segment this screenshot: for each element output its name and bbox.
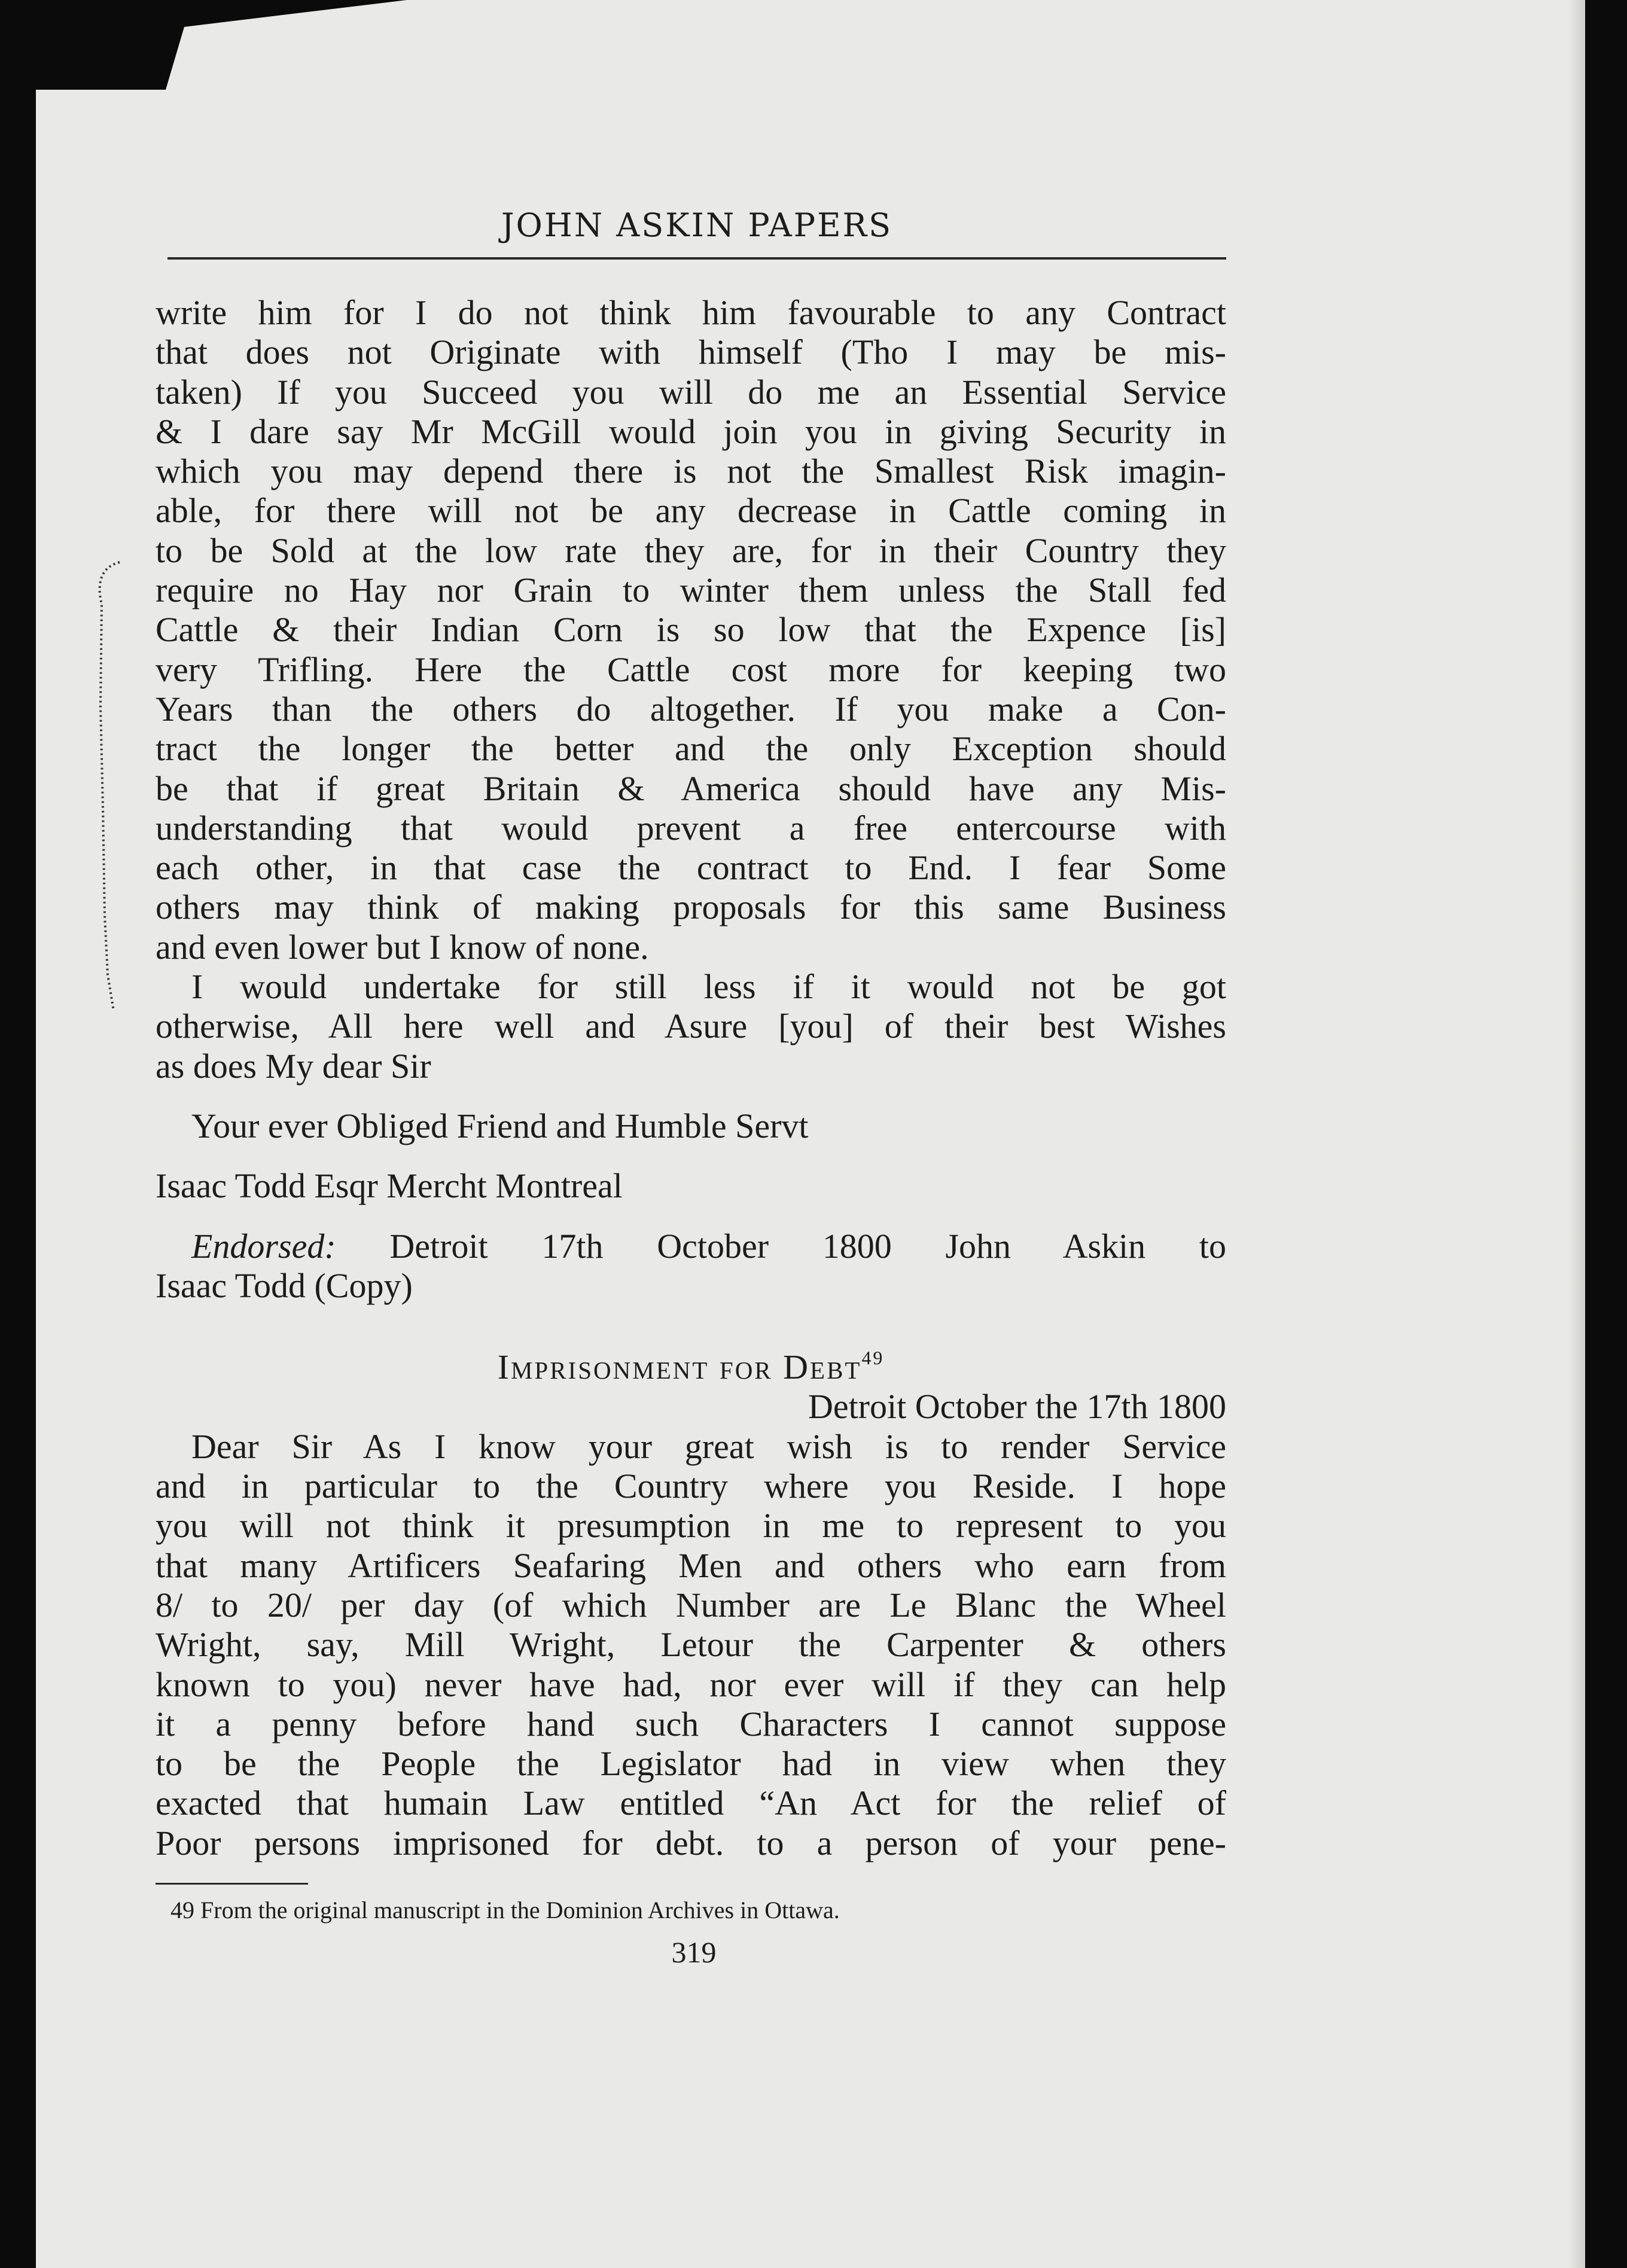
text-line: it a penny before hand such Characters I cannot suppose	[156, 1704, 1226, 1743]
text-line: to be Sold at the low rate they are, for in their Country they	[156, 531, 1226, 570]
section-title	[156, 1348, 1226, 1387]
book-page	[36, 0, 1585, 2268]
letter-1-paragraph-2	[156, 967, 1226, 1086]
text-line: Cattle & their Indian Corn is so low that the Expence [is]	[156, 610, 1226, 650]
text-line: understanding that would prevent a free entercourse with	[156, 808, 1226, 848]
text-line: Years than the others do altogether. If you make a Con-	[156, 689, 1226, 728]
footnote-ref: 49	[861, 1348, 885, 1369]
text-line: Wright, say, Mill Wright, Letour the Carpenter & others	[156, 1625, 1226, 1665]
text-line: to be the People the Legislator had in view when they	[156, 1744, 1226, 1784]
footnote-rule	[156, 1883, 308, 1885]
text-line: that does not Originate with himself (Tho I may be mis-	[156, 333, 1226, 372]
torn-corner	[36, 0, 407, 90]
text-line: that many Artificers Seafaring Men and others who earn from	[156, 1545, 1226, 1585]
text-line: I would undertake for still less if it would not be got	[191, 967, 1226, 1007]
endorsed-label: Endorsed:	[191, 1226, 336, 1266]
margin-bracket-mark	[84, 556, 138, 1023]
text-line: 8/ to 20/ per day (of which Number are Le Blanc the Wheel	[156, 1585, 1226, 1624]
text-line: which you may depend there is not the Smallest Risk imagin-	[156, 452, 1226, 491]
text-line: and in particular to the Country where you Reside. I hope	[156, 1467, 1226, 1506]
letter-2-paragraph-1	[156, 1427, 1226, 1863]
header-rule	[167, 257, 1226, 260]
text-line: & I dare say Mr McGill would join you in giving Security in	[156, 411, 1226, 451]
running-header: JOHN ASKIN PAPERS	[501, 206, 893, 244]
text-line: be that if great Britain & America should have any Mis-	[156, 769, 1226, 808]
text-line: Dear Sir As I know your great wish is to render Service	[191, 1426, 1226, 1466]
letter-1-address: Isaac Todd Esqr Mercht Montreal	[156, 1166, 623, 1206]
text-line: taken) If you Succeed you will do me an Essential Service	[156, 372, 1226, 411]
text-line: and even lower but I know of none.	[156, 927, 649, 967]
page-edge	[1567, 0, 1585, 2268]
letter-2-dateline: Detroit October the 17th 1800	[808, 1387, 1226, 1426]
letter-1-endorsement	[156, 1227, 1226, 1266]
page-number: 319	[671, 1935, 717, 1969]
text-line: write him for I do not think him favourable to any Contract	[156, 293, 1226, 332]
text-line: you will not think it presumption in me to represent to you	[156, 1506, 1226, 1545]
endorsed-text: Detroit 17th October 1800 John Askin to	[389, 1226, 1226, 1266]
section-title-text: Imprisonment for Debt	[497, 1348, 862, 1387]
letter-1-closing: Your ever Obliged Friend and Humble Servt	[191, 1106, 809, 1145]
text-line: known to you) never have had, nor ever will if they can help	[156, 1665, 1226, 1704]
letter-1-endorsement-line-2: Isaac Todd (Copy)	[156, 1266, 413, 1305]
footnote-number: 49	[170, 1897, 194, 1923]
text-line: require no Hay nor Grain to winter them unless the Stall fed	[156, 571, 1226, 610]
text-line: very Trifling. Here the Cattle cost more for keeping two	[156, 650, 1226, 689]
text-line: others may think of making proposals for this same Business	[156, 888, 1226, 927]
text-line: able, for there will not be any decrease in Cattle coming in	[156, 491, 1226, 531]
text-line: as does My dear Sir	[156, 1046, 431, 1086]
text-line: tract the longer the better and the only Exception should	[156, 729, 1226, 769]
footnote-text: From the original manuscript in the Dominion Archives in Ottawa.	[200, 1897, 840, 1923]
text-line: Poor persons imprisoned for debt. to a person of your pene-	[156, 1823, 1226, 1862]
text-line: exacted that humain Law entitled “An Act for the relief of	[156, 1784, 1226, 1823]
footnote	[170, 1896, 840, 1924]
text-line: each other, in that case the contract to End. I fear Some	[156, 848, 1226, 888]
text-line: otherwise, All here well and Asure [you] of their best Wishes	[156, 1007, 1226, 1046]
letter-1-paragraph-1	[156, 293, 1226, 967]
